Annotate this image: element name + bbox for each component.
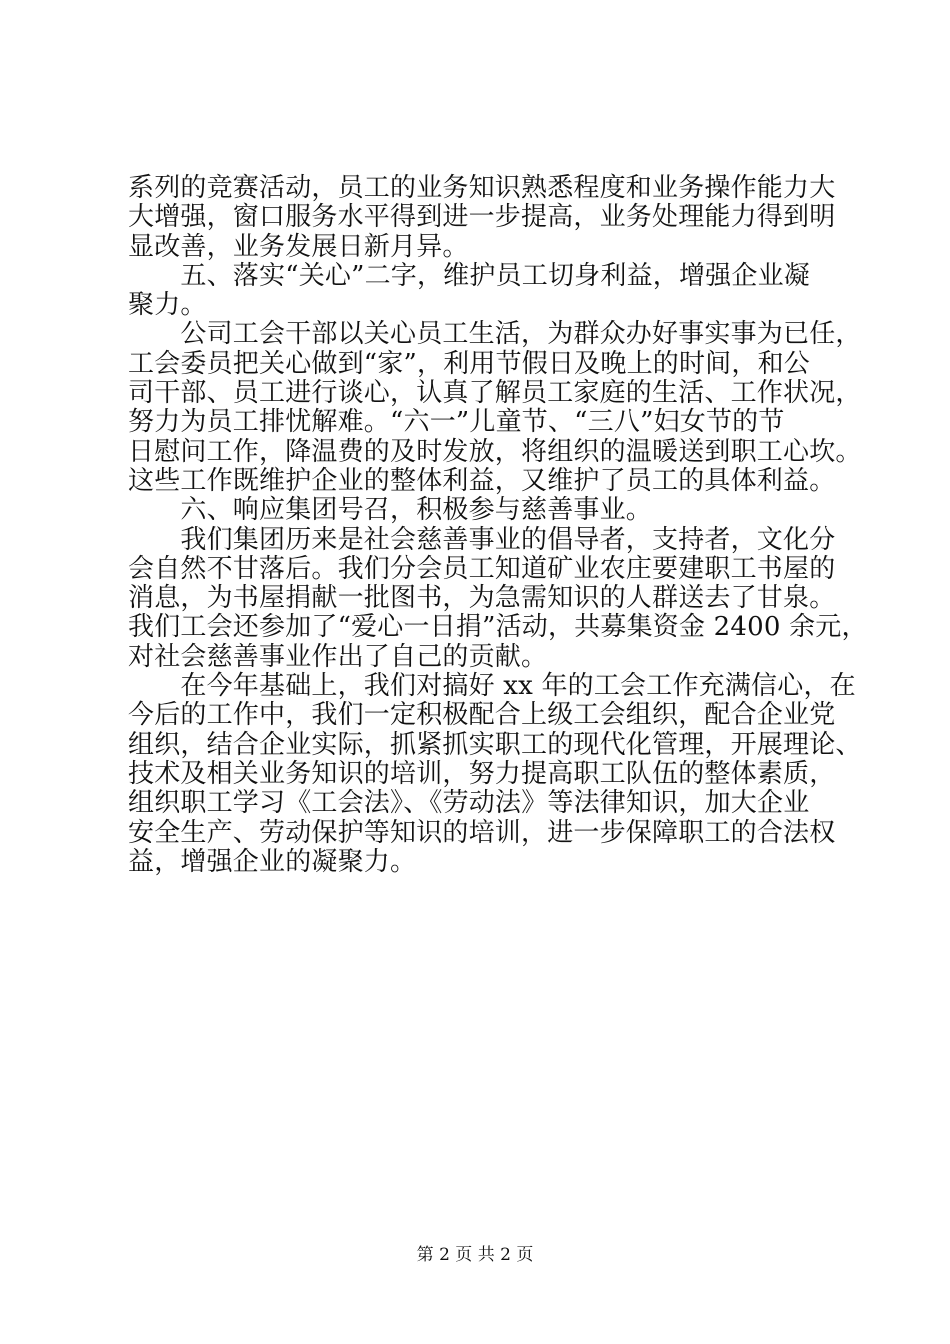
text-line: 我们工会还参加了“爱心一日捐”活动，共募集资金 2400 余元，	[128, 612, 868, 643]
text-line: 对社会慈善事业作出了自己的贡献。	[128, 641, 548, 672]
text-line: 会自然不甘落后。我们分会员工知道矿业农庄要建职工书屋的	[128, 553, 836, 584]
text-line: 组织，结合企业实际，抓紧抓实职工的现代化管理，开展理论、	[128, 729, 862, 760]
text-line: 安全生产、劳动保护等知识的培训，进一步保障职工的合法权	[128, 817, 836, 848]
text-line: 公司工会干部以关心员工生活，为群众办好事实事为已任，	[128, 319, 862, 350]
text-line: 日慰问工作，降温费的及时发放，将组织的温暖送到职工心坎。	[128, 436, 862, 467]
text-line: 组织职工学习《工会法》、《劳动法》等法律知识，加大企业	[128, 788, 810, 819]
text-line: 益，增强企业的凝聚力。	[128, 846, 417, 877]
section-heading-5: 五、落实“关心”二字，维护员工切身利益，增强企业凝	[128, 260, 810, 291]
text-line: 我们集团历来是社会慈善事业的倡导者，支持者，文化分	[128, 524, 836, 555]
text-line: 努力为员工排忧解难。“六一”儿童节、“三八”妇女节的节	[128, 407, 785, 438]
text-line: 消息，为书屋捐献一批图书，为急需知识的人群送去了甘泉。	[128, 583, 836, 614]
text-line: 聚力。	[128, 290, 207, 321]
text-line: 司干部、员工进行谈心，认真了解员工家庭的生活、工作状况，	[128, 378, 862, 409]
page-number-footer: 第 2 页 共 2 页	[416, 1245, 534, 1265]
text-line: 在今年基础上，我们对搞好 xx 年的工会工作充满信心，在	[128, 671, 856, 702]
section-heading-6: 六、响应集团号召，积极参与慈善事业。	[128, 495, 653, 526]
text-line: 系列的竞赛活动，员工的业务知识熟悉程度和业务操作能力大	[128, 173, 836, 203]
text-line: 大增强，窗口服务水平得到进一步提高，业务处理能力得到明	[128, 202, 836, 233]
text-line: 这些工作既维护企业的整体利益，又维护了员工的具体利益。	[128, 465, 836, 496]
text-line: 工会委员把关心做到“家”，利用节假日及晚上的时间，和公	[128, 348, 810, 379]
text-line: 显改善，业务发展日新月异。	[128, 231, 469, 262]
body-text	[128, 173, 868, 877]
text-line: 技术及相关业务知识的培训，努力提高职工队伍的整体素质，	[128, 758, 836, 789]
text-line: 今后的工作中，我们一定积极配合上级工会组织，配合企业党	[128, 700, 836, 731]
